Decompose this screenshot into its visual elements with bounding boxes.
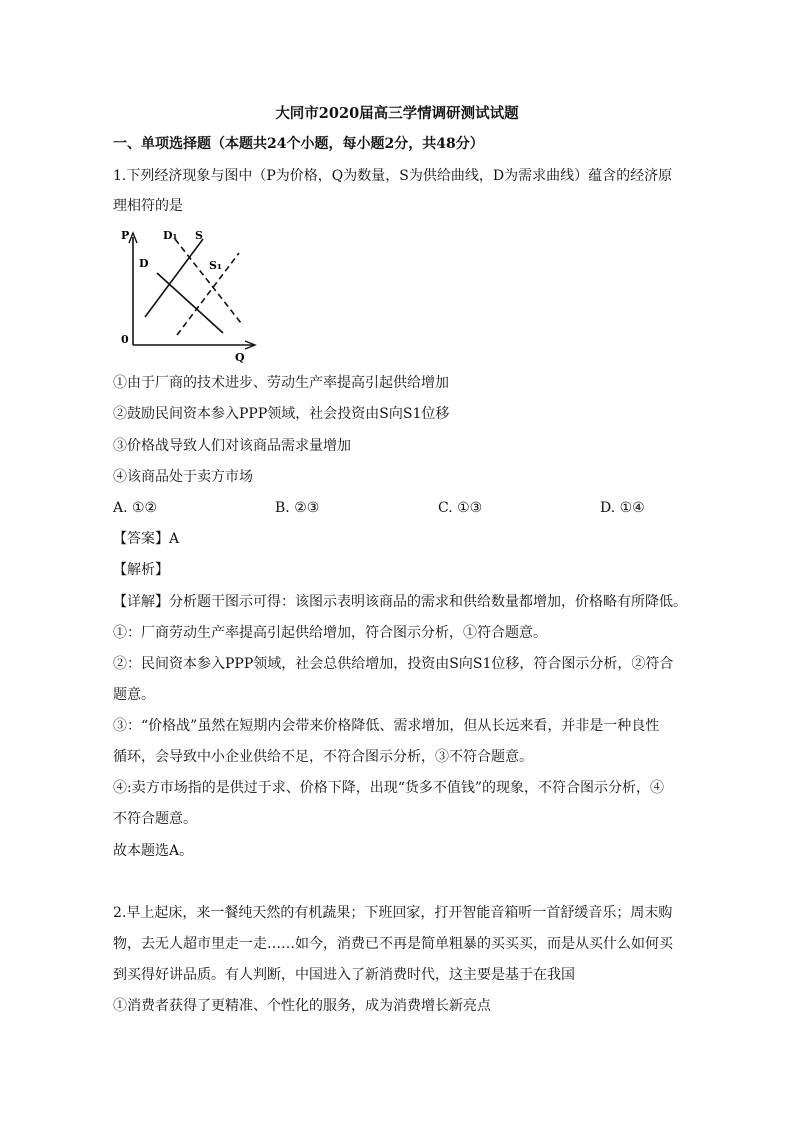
q1-detail-line: 不符合题意。: [113, 811, 197, 827]
q1-detail-line: ③：“价格战”虽然在短期内会带来价格降低、需求增加，但从长远来看，并非是一种良性: [113, 718, 660, 734]
label-s: S: [195, 229, 203, 242]
q1-stem-line2: 理相符的是: [113, 198, 183, 214]
q1-option-a: A. ①②: [113, 500, 158, 516]
page-title: 大同市2020届高三学情调研测试试题: [275, 105, 519, 122]
q1-detail-line: ②：民间资本参入PPP领域，社会总供给增加，投资由S向S1位移，符合图示分析，②符合: [113, 656, 674, 672]
label-q: Q: [235, 351, 245, 364]
q2-line: 到买得好讲品质。有人判断，中国进入了新消费时代，这主要是基于在我国: [113, 967, 575, 983]
q1-item-3: ③价格战导致人们对该商品需求量增加: [113, 438, 351, 454]
q2-line: 2.早上起床，来一餐纯天然的有机蔬果；下班回家，打开智能音箱听一首舒缓音乐；周末购: [113, 905, 673, 921]
q1-answer: 【答案】A: [113, 531, 180, 547]
label-d1: D₁: [163, 229, 178, 242]
label-s1: S₁: [209, 259, 222, 272]
q1-detail-line: 故本题选A。: [113, 843, 194, 859]
q1-option-c: C. ①③: [438, 500, 483, 516]
q2-line: ①消费者获得了更精准、个性化的服务，成为消费增长新亮点: [113, 998, 491, 1014]
q1-detail-line: 题意。: [113, 687, 155, 703]
q1-detail-line: 【详解】分析题干图示可得：该图示表明该商品的需求和供给数量都增加，价格略有所降低。: [113, 594, 687, 610]
demand-curve-d: [157, 273, 223, 333]
demand-curve-d1: [175, 239, 241, 323]
supply-curve-s: [145, 239, 203, 317]
q1-detail-line: ①：厂商劳动生产率提高引起供给增加，符合图示分析，①符合题意。: [113, 625, 547, 641]
q1-item-1: ①由于厂商的技术进步、劳动生产率提高引起供给增加: [113, 375, 449, 391]
q2-line: 物，去无人超市里走一走……如今，消费已不再是简单粗暴的买买买，而是从买什么如何买: [113, 936, 673, 952]
q1-stem-line1: 1.下列经济现象与图中（P为价格，Q为数量，S为供给曲线，D为需求曲线）蕴含的经济原: [113, 168, 673, 184]
label-d: D: [139, 257, 149, 270]
q1-analysis-label: 【解析】: [113, 562, 169, 578]
q1-option-d: D. ①④: [600, 500, 645, 516]
q1-detail-line: 循环，会导致中小企业供给不足，不符合图示分析，③不符合题意。: [113, 749, 533, 765]
supply-demand-graph: [113, 225, 263, 365]
section-heading: 一、单项选择题（本题共24个小题，每小题2分，共48分）: [113, 136, 484, 152]
label-p: P: [121, 229, 130, 242]
q1-item-2: ②鼓励民间资本参入PPP领域，社会投资由S向S1位移: [113, 406, 450, 422]
q1-option-b: B. ②③: [275, 500, 320, 516]
supply-curve-s1: [177, 253, 239, 335]
q1-detail-line: ④:卖方市场指的是供过于求、价格下降，出现“货多不值钱”的现象，不符合图示分析，④: [113, 780, 665, 796]
label-o: 0: [121, 333, 129, 346]
q1-item-4: ④该商品处于卖方市场: [113, 469, 253, 485]
